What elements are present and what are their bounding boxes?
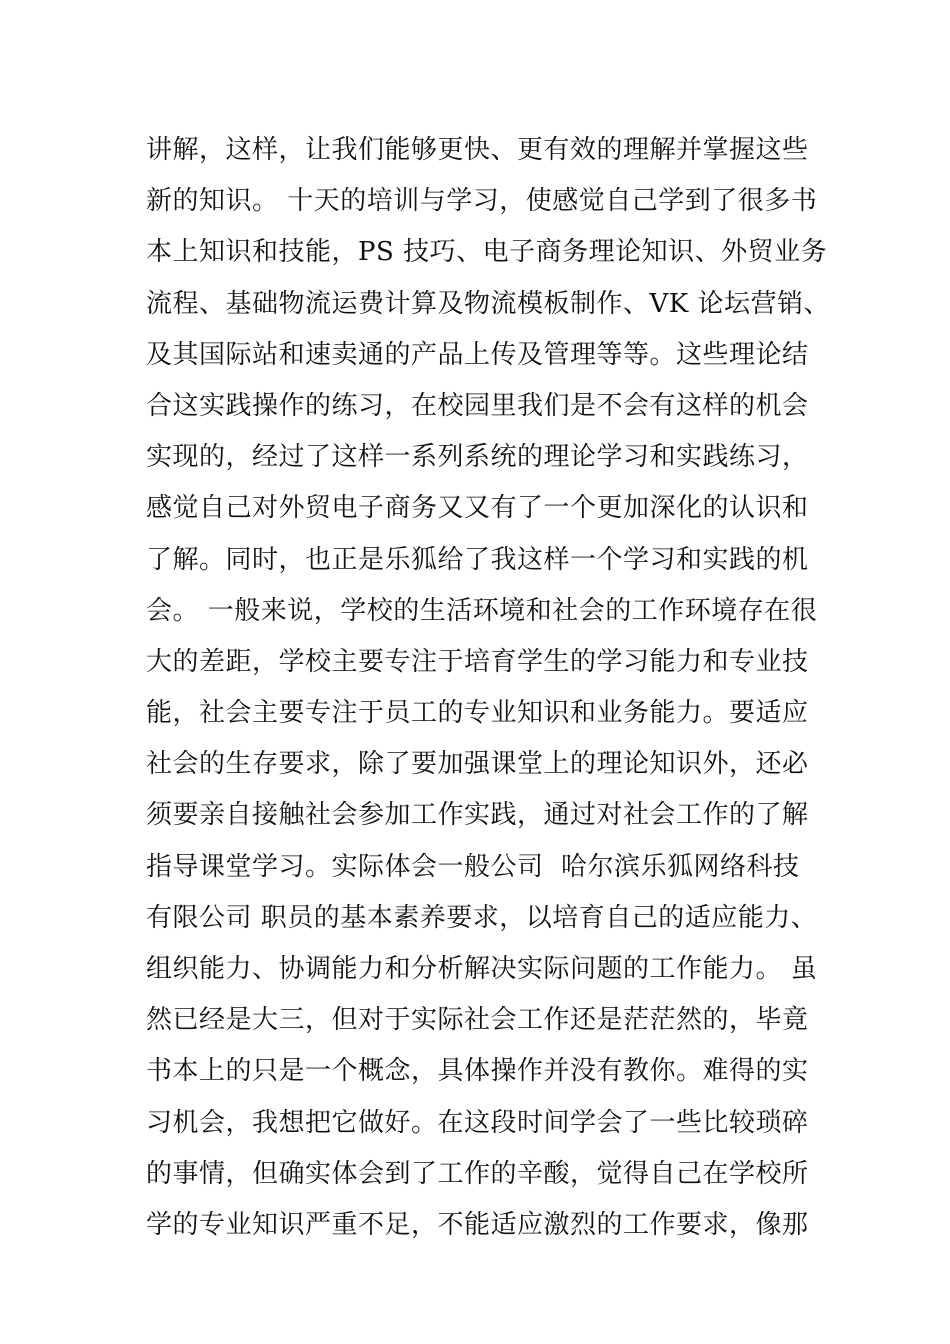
text-line: 会。 一般来说，学校的生活环境和社会的工作环境存在很 bbox=[146, 595, 818, 626]
text-line: 流程、基础物流运费计算及物流模板制作、VK 论坛营销、 bbox=[146, 288, 830, 319]
text-line: 本上知识和技能，PS 技巧、电子商务理论知识、外贸业务 bbox=[146, 237, 828, 268]
body-text bbox=[146, 125, 830, 1251]
text-line: 有限公司 职员的基本素养要求，以培育自己的适应能力、 bbox=[146, 902, 818, 933]
text-line: 组织能力、协调能力和分析解决实际问题的工作能力。 虽 bbox=[146, 954, 818, 984]
text-line: 社会的生存要求，除了要加强课堂上的理论知识外，还必 bbox=[146, 749, 809, 780]
text-line: 然已经是大三，但对于实际社会工作还是茫茫然的，毕竟 bbox=[146, 1005, 809, 1036]
text-line: 须要亲自接触社会参加工作实践，通过对社会工作的了解 bbox=[146, 800, 809, 831]
text-line: 的事情，但确实体会到了工作的辛酸，觉得自己在学校所 bbox=[146, 1158, 809, 1189]
text-line: 学的专业知识严重不足，不能适应激烈的工作要求，像那 bbox=[146, 1209, 809, 1240]
text-line: 了解。同时，也正是乐狐给了我这样一个学习和实践的机 bbox=[146, 544, 809, 575]
text-line: 书本上的只是一个概念，具体操作并没有教你。难得的实 bbox=[146, 1056, 809, 1087]
text-line: 实现的，经过了这样一系列系统的理论学习和实践练习， bbox=[146, 442, 809, 473]
text-line: 感觉自己对外贸电子商务又又有了一个更加深化的认识和 bbox=[146, 493, 809, 524]
text-line: 新的知识。 十天的培训与学习，使感觉自己学到了很多书 bbox=[146, 186, 818, 217]
text-line: 能，社会主要专注于员工的专业知识和业务能力。要适应 bbox=[146, 698, 809, 729]
text-line: 习机会，我想把它做好。在这段时间学会了一些比较琐碎 bbox=[146, 1107, 809, 1138]
text-line: 讲解，这样，让我们能够更快、更有效的理解并掌握这些 bbox=[146, 135, 809, 165]
text-line: 及其国际站和速卖通的产品上传及管理等等。这些理论结 bbox=[146, 339, 809, 370]
text-line: 指导课堂学习。实际体会一般公司 哈尔滨乐狐网络科技 bbox=[146, 851, 800, 882]
text-line: 大的差距，学校主要专注于培育学生的学习能力和专业技 bbox=[146, 646, 809, 677]
text-line: 合这实践操作的练习，在校园里我们是不会有这样的机会 bbox=[146, 390, 809, 421]
